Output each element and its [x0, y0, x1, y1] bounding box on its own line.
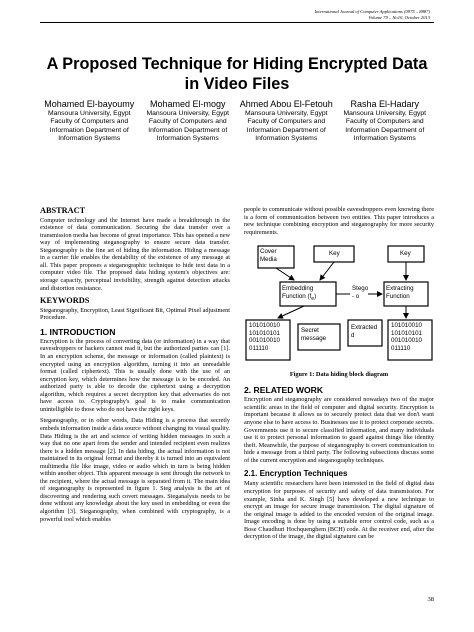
abstract-text: Computer technology and the Internet have made a breakthrough in the existence of data communication. Securing the data transfer over a transmission media has become of great importance. This has opened a new way of implementing steganography to ensure secure data transfer. Steganography is the fine art of hiding the information. Hiding a message in a carrier file enables the deniability of the existence of any message at all. This paper proposes a steganographic technique to hide text data in a computer video file. The proposed data hiding system's objectives are: storage capacity, perceptual invisibility, strength against detection attacks and distortion resistance. — [40, 216, 230, 292]
extracting-function-label: Extracting Function — [386, 285, 414, 300]
output-bits-row: 101010010 — [391, 322, 422, 330]
journal-header — [315, 9, 430, 21]
author-1 — [40, 99, 139, 143]
input-bits-row: 101010101 — [249, 329, 280, 337]
output-bits — [391, 322, 422, 352]
introduction-paragraph-2: Steganography, or in other words, Data Hiding is a process that secretly embeds information inside a data source without changing its visual quality. Data Hiding is the art and science of writing hidden messages in such a way that no one apart from the sender and intended recipient even realizes there is a hidden message [2]. In data hiding, the actual information is not maintained in its original format and thereby it is turned into an equivalent multimedia file like image, video or audio which in turn is being hidden within another object. This apparent message is sent through the network to the recipient, where the actual message is separated from it. The main idea of steganography is represented in figure 1. Steg analysis is the art of discovering and rendering such covert messages. Steganalysis needs to be done without any knowledge about the key used in embedding or even the algorithm [3]. Steganography, when combined with cryptography, is a powerful tool which enables — [40, 417, 231, 523]
input-bits-row: 001010010 — [249, 337, 280, 345]
input-bits-row: 011110 — [249, 344, 269, 352]
output-bits-row: 001010010 — [391, 337, 422, 345]
author-affiliation: Mansoura University, Egypt Faculty of Computers and Information Department of Information Systems — [244, 110, 328, 142]
embedding-function-label: Embedding Function $(f_e)$ — [282, 285, 317, 302]
input-bits-row: 101010010 — [249, 322, 280, 330]
output-bits-row: 101010101 — [391, 329, 422, 337]
key-right-label: Key — [400, 250, 411, 258]
author-name: Mohamed El-bayoumy — [44, 99, 135, 109]
author-name: Rasha El-Hadary — [350, 99, 420, 109]
encryption-techniques-heading: 2.1. Encryption Techniques — [244, 469, 348, 479]
figure-caption: Figure 1: Data hiding block diagram — [289, 371, 389, 379]
secret-message-label: Secret message — [301, 327, 327, 342]
journal-name: International Journal of Computer Applications (0975 – 8887) — [314, 9, 430, 14]
left-column — [40, 206, 230, 527]
embedding-function-text: Embedding Function (f — [282, 285, 314, 300]
extracted-label: Extracted d — [351, 324, 378, 339]
keywords-heading: KEYWORDS — [40, 296, 90, 306]
author-affiliation: Mansoura University, Egypt Faculty of Computers and Information Department of Information Systems — [343, 110, 427, 142]
data-hiding-figure — [244, 240, 434, 380]
output-bits-row: 011110 — [391, 344, 411, 352]
author-name: Ahmed Abou El-Fetouh — [239, 99, 333, 109]
right-column — [244, 206, 434, 545]
author-4 — [336, 99, 435, 143]
author-2 — [139, 99, 238, 143]
introduction-heading: 1. INTRODUCTION — [40, 326, 116, 337]
related-work-heading: 2. RELATED WORK — [244, 385, 324, 396]
arrow-cover-to-embedding — [276, 268, 294, 280]
embedding-function-subscript: e — [311, 295, 315, 302]
header-rule — [40, 22, 434, 23]
author-affiliation: Mansoura University, Egypt Faculty of Computers and Information Department of Information Systems — [146, 110, 230, 142]
encryption-techniques-text: Many scientific researchers have been interested in the field of digital data encryption for purposes of security and safety of data transmission. For example, Sinha and K. Singh [5] have developed a new technique to encrypt an image for secure image transmission. The digital signature of the original image is added to the encoded version of the original image. Image encoding is done by using a suitable error control code, such as a Bose Chaudhuri Hochquenghem (BCH) code. At the receiver end, after the decryption of the image, the digital signature can be — [244, 480, 434, 541]
arrow-key-to-embedding — [320, 262, 334, 280]
key-left-label: Key — [329, 250, 340, 258]
keywords-text: Steganography, Encryption, Least Significant Bit, Optimal Pixel adjustment Procedure. — [40, 306, 230, 322]
arrow-embedding-to-bits — [278, 306, 304, 318]
abstract-heading: ABSTRACT — [40, 206, 86, 215]
cover-media-label: Cover Media — [260, 248, 277, 263]
author-list — [40, 99, 434, 143]
input-bits — [249, 322, 280, 352]
author-3 — [237, 99, 336, 143]
page-number: 38 — [427, 596, 434, 603]
journal-volume: Volume 79 – No10, October 2013 — [368, 15, 430, 20]
author-name: Mohamed El-mogy — [149, 99, 226, 109]
introduction-continuation: people to communicate without possible eavesdroppers even knowing there is a form of communication between two entities. This paper introduces a new technique combining encryption and steganography for more security requirements. — [244, 206, 434, 236]
introduction-paragraph-1: Encryption is the process of converting data (or information) in a way that eavesdroppers or hackers cannot read it, but the authorized parties can [1]. In an encryption scheme, the message or information (called plaintext) is encrypted using an encryption algorithm, turning it into an unreadable format (called ciphertext). This is usually done with the use of an encryption key, which determines how the message is to be encoded. An authorized party is able to decode the ciphertext using a decryption algorithm, which requires a secret decryption key that adversaries do not have access to. Cryptography's goal is to make communication unintelligible to those who do not have the right keys. — [40, 337, 230, 413]
stego-label: Stego - o — [352, 285, 369, 300]
author-affiliation: Mansoura University, Egypt Faculty of Computers and Information Department of Information Systems — [47, 110, 131, 142]
paper-title: A Proposed Technique for Hiding Encrypted Data in Video Files — [46, 55, 428, 93]
related-work-text: Encryption and steganography are considered nowadays two of the major scientific areas in the field of computer and digital security. Encryption is important because it allows us to securely protect data that we don't want anyone else to have access to. Businesses use it to protect corporate secrets. Governments use it to secure classified information, and many individuals use it to protect personal information to guard against things like identity theft. Meanwhile, the purpose of steganography is covert communication to hide a message from a third party. The following subsections discuss some of the current encryption and steganography techniques. — [244, 396, 434, 464]
